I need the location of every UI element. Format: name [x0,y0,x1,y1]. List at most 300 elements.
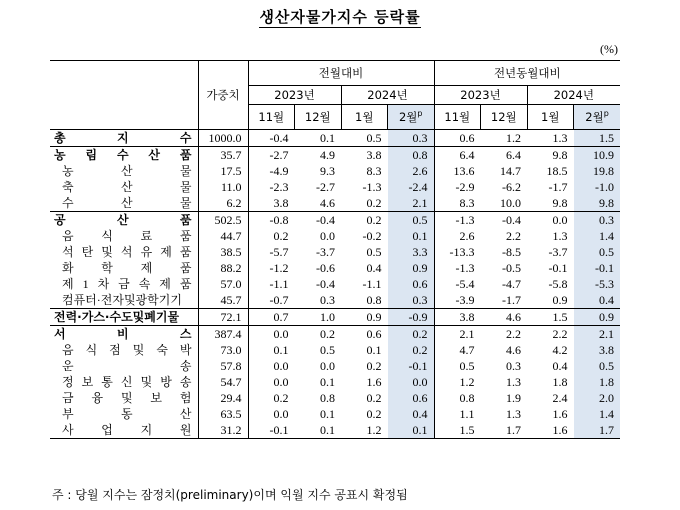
value-cell: 0.6 [388,390,435,406]
value-cell: -1.2 [248,260,295,276]
row-label [50,342,198,358]
row-label [50,309,198,326]
label-glyph: 차 [97,277,110,291]
value-cell: 4.6 [320,196,335,210]
value-cell: 0.4 [366,261,382,275]
label-glyph: 품 [179,277,192,291]
value-cell: 8.3 [434,195,481,212]
value-cell: 3.8 [248,195,295,212]
value-cell: 0.3 [388,130,435,147]
value-cell: 0.1 [366,343,382,357]
value-cell: 0.4 [388,406,435,422]
table-row [50,228,620,244]
label-glyph: 숙 [156,343,168,357]
value-cell: 1.4 [574,406,621,422]
value-cell: 0.0 [248,358,295,374]
label-glyph: 수 [62,196,74,210]
table-row [50,260,620,276]
header-weight: 가중치 [198,61,248,130]
label-glyph: 산 [116,213,129,227]
label-glyph: 원 [179,423,192,437]
row-label-text [62,244,198,260]
label-glyph: 금 [62,391,74,405]
value-cell: 1.0 [295,309,342,326]
label-glyph: 제 [159,277,171,291]
value-cell: 0.2 [248,228,295,244]
row-label [50,422,198,439]
value-cell: 1.8 [574,374,621,390]
label-glyph: 식 [101,229,113,243]
label-glyph: 산 [179,407,192,421]
weight-cell: 17.5 [198,163,248,179]
table-row [50,342,620,358]
label-glyph: 속 [138,277,151,291]
label-glyph: 사 [62,423,74,437]
value-cell: 0.6 [341,326,388,343]
label-glyph: 서 [54,327,66,341]
row-label [50,276,198,292]
value-cell: 0.3 [320,293,335,307]
weight-cell: 29.4 [198,390,248,406]
value-cell: 0.1 [320,407,335,421]
value-cell: 1.5 [434,422,481,439]
row-label-text [62,374,198,390]
label-glyph: 비 [116,327,129,341]
row-label-text [62,195,198,211]
value-cell: -0.2 [362,229,382,243]
row-label-text [62,358,198,374]
row-label-text [62,342,198,358]
value-cell: 0.2 [366,407,382,421]
label-glyph: 음 [62,229,74,243]
value-cell: 0.0 [248,326,295,343]
value-cell: -1.3 [434,212,481,229]
label-glyph: 박 [179,343,192,357]
value-cell: 1.7 [481,422,528,439]
value-cell: -0.1 [574,260,621,276]
table-row [50,147,620,164]
table-row [50,374,620,390]
value-cell: 2.6 [388,163,435,179]
value-cell: 10.0 [500,196,521,210]
value-cell: 0.1 [295,130,342,147]
value-cell: 0.3 [388,292,435,309]
row-label-text [62,390,198,406]
table-row [50,163,620,179]
label-glyph: 물 [179,180,192,194]
row-label-text [62,422,198,438]
value-cell: 1.3 [527,130,574,147]
value-cell: 2.2 [481,326,528,343]
unit-label: (%) [600,42,618,56]
table-row [50,358,620,374]
value-cell: -3.7 [316,245,335,259]
row-label [50,244,198,260]
value-cell: 0.6 [434,130,481,147]
label-glyph: 제 [140,261,153,275]
value-cell: 0.2 [388,326,435,343]
footnote: 주 : 당월 지수는 잠정치(preliminary)이며 익월 지수 공표시 확정됨 [52,488,408,502]
value-cell: 19.8 [574,163,621,179]
value-cell: 0.4 [552,359,568,373]
label-glyph: 산 [148,148,160,162]
table-row [50,130,620,147]
value-cell: -1.7 [502,293,521,307]
value-cell: -5.3 [574,276,621,292]
value-cell: 0.1 [295,422,342,439]
weight-cell: 35.7 [198,147,248,164]
weight-cell: 57.8 [198,358,248,374]
value-cell: 0.2 [248,390,295,406]
table-row [50,276,620,292]
label-glyph: 통 [101,375,113,389]
label-glyph: 학 [101,261,113,275]
ppi-table [50,60,620,439]
row-label-text [62,179,198,195]
header-yoy-nov: 11월 [434,105,481,130]
row-label [50,179,198,195]
header-yoy-2023: 2023년 [434,86,527,105]
value-cell: 2.2 [527,326,574,343]
value-cell: 0.2 [366,196,382,210]
weight-cell: 11.0 [198,179,248,195]
row-label-text [54,326,198,342]
value-cell: -8.5 [502,245,521,259]
value-cell: 4.6 [506,343,521,357]
label-glyph: 점 [109,343,121,357]
value-cell: 2.1 [434,326,481,343]
label-glyph: 보 [81,375,94,389]
value-cell: -6.2 [502,180,521,194]
label-glyph: 료 [140,229,153,243]
value-cell: 0.2 [341,212,388,229]
value-cell: 0.8 [320,391,335,405]
value-cell: 1.2 [341,422,388,439]
header-yoy-feb: 2월$^p$ [574,105,621,130]
header-mom-dec: 12월 [295,105,342,130]
value-cell: 3.8 [341,147,388,164]
header-category [50,61,198,130]
label-glyph: 보 [150,391,162,405]
label-glyph: 부 [62,407,74,421]
table-row [50,326,620,343]
label-glyph: 업 [101,423,113,437]
label-glyph: 송 [179,359,192,373]
label-glyph: 및 [132,343,145,357]
value-cell: 0.9 [341,309,388,326]
value-cell: 0.9 [552,293,568,307]
value-cell: 2.6 [434,228,481,244]
row-label-text: 컴퓨터·전자및광학기기 [62,293,182,307]
row-label-text [54,130,198,146]
value-cell: 3.3 [388,244,435,260]
value-cell: -1.3 [434,260,481,276]
value-cell: 8.3 [366,164,382,178]
label-glyph: 및 [101,245,113,259]
value-cell: 14.7 [500,164,521,178]
value-cell: 4.7 [434,342,481,358]
row-label [50,195,198,212]
row-label [50,130,198,147]
header-yoy-2024: 2024년 [527,86,620,105]
label-glyph: 유 [140,245,153,259]
label-glyph: 및 [120,391,133,405]
value-cell: -3.9 [434,292,481,309]
value-cell: 9.3 [320,164,335,178]
value-cell: 18.5 [546,164,568,178]
value-cell: 9.8 [574,195,621,212]
value-cell: 2.4 [552,391,568,405]
weight-cell: 73.0 [198,342,248,358]
value-cell: 1.2 [434,374,481,390]
row-label [50,326,198,343]
label-glyph: 농 [62,164,74,178]
value-cell: 1.6 [366,375,382,389]
value-cell: 6.4 [434,147,481,164]
value-cell: 0.3 [574,212,621,229]
value-cell: -2.7 [316,180,335,194]
value-cell: 1.3 [552,229,568,243]
value-cell: 1.2 [481,130,528,147]
label-glyph: 품 [179,213,192,227]
value-cell: 1.3 [506,375,521,389]
value-cell: 0.5 [388,212,435,229]
value-cell: -0.4 [481,212,528,229]
value-cell: 10.9 [574,147,621,164]
header-yoy-dec: 12월 [481,105,528,130]
row-label [50,260,198,276]
value-cell: 2.0 [574,390,621,406]
label-glyph: 지 [116,131,129,145]
table-row [50,244,620,260]
header-yoy-jan: 1월 [527,105,574,130]
value-cell: 0.0 [527,212,574,229]
weight-cell: 54.7 [198,374,248,390]
label-glyph: 동 [120,407,133,421]
label-glyph: 산 [120,180,133,194]
label-glyph: 품 [179,148,192,162]
value-cell: -2.9 [434,179,481,195]
value-cell: 0.2 [366,359,382,373]
value-cell: 6.4 [481,147,528,164]
value-cell: 1.9 [506,391,521,405]
table-row [50,212,620,229]
value-cell: 0.5 [366,245,382,259]
row-label-text [62,260,198,276]
weight-cell: 1000.0 [198,130,248,147]
row-label-text [62,228,198,244]
value-cell: 0.5 [434,358,481,374]
value-cell: 0.8 [434,390,481,406]
label-glyph: 식 [85,343,98,357]
value-cell: 1.7 [574,422,621,439]
value-cell: 0.5 [574,358,621,374]
row-label-text [62,163,198,179]
value-cell: -5.4 [434,276,481,292]
row-label [50,147,198,164]
label-glyph: 화 [62,261,74,275]
row-label [50,228,198,244]
weight-cell: 6.2 [198,195,248,212]
value-cell: 1.4 [574,228,621,244]
label-glyph: 림 [85,148,98,162]
header-mom-jan: 1월 [341,105,388,130]
value-cell: 0.9 [574,309,621,326]
table-row [50,309,620,326]
value-cell: 0.2 [388,342,435,358]
value-cell: -4.9 [248,163,295,179]
label-glyph: 음 [62,343,74,357]
value-cell: 9.8 [527,147,574,164]
label-glyph: 정 [62,375,74,389]
row-label [50,406,198,422]
label-glyph: 지 [140,423,153,437]
value-cell: 2.1 [574,326,621,343]
table-row [50,422,620,439]
label-glyph: 산 [120,164,133,178]
value-cell: 0.0 [320,359,335,373]
label-glyph: 물 [179,164,192,178]
value-cell: -1.1 [362,277,382,291]
value-cell: 2.1 [388,195,435,212]
value-cell: 4.6 [481,309,528,326]
value-cell: -3.7 [548,245,568,259]
value-cell: 0.0 [320,229,335,243]
label-glyph: 총 [54,131,66,145]
label-glyph: 융 [91,391,104,405]
label-glyph: 및 [140,375,153,389]
row-label [50,374,198,390]
row-label-text [54,212,198,228]
weight-cell: 57.0 [198,276,248,292]
weight-cell: 44.7 [198,228,248,244]
label-glyph: 석 [62,245,74,259]
value-cell: 0.6 [388,276,435,292]
value-cell: -13.3 [434,244,481,260]
weight-cell: 31.2 [198,422,248,439]
label-glyph: 수 [179,131,192,145]
label-glyph: 석 [120,245,133,259]
value-cell: -0.8 [248,212,295,229]
page-title: 생산자물가지수 등락률 [259,8,421,26]
value-cell: 0.0 [388,374,435,390]
value-cell: 0.1 [388,422,435,439]
weight-cell: 387.4 [198,326,248,343]
value-cell: 1.6 [552,407,568,421]
label-glyph: 수 [116,148,129,162]
label-glyph: 품 [179,261,192,275]
label-glyph: 방 [160,375,172,389]
row-label-text [54,147,198,163]
weight-cell: 88.2 [198,260,248,276]
value-cell: -0.1 [388,358,435,374]
header-mom-feb: 2월$^p$ [388,105,435,130]
row-label [50,163,198,179]
value-cell: 0.5 [320,343,335,357]
header-mom: 전월대비 [248,61,434,86]
weight-cell: 63.5 [198,406,248,422]
table-row [50,195,620,212]
label-glyph: 농 [54,148,66,162]
label-glyph: 품 [179,245,192,259]
value-cell: 0.1 [320,375,335,389]
value-cell: 0.9 [388,260,435,276]
value-cell: -0.9 [388,309,435,326]
value-cell: -2.7 [248,147,295,164]
weight-cell: 38.5 [198,244,248,260]
value-cell: 0.4 [574,292,621,309]
value-cell: 2.2 [506,229,521,243]
value-cell: 1.6 [527,422,574,439]
label-glyph: 탄 [81,245,94,259]
value-cell: 0.5 [574,244,621,260]
value-cell: 13.6 [434,163,481,179]
value-cell: 1.5 [574,130,621,147]
label-glyph: 험 [179,391,192,405]
value-cell: 9.8 [552,196,568,210]
value-cell: 0.0 [248,374,295,390]
value-cell: -2.3 [248,179,295,195]
header-mom-2024: 2024년 [341,86,434,105]
row-label-text [62,276,198,292]
label-glyph: 송 [179,375,192,389]
value-cell: -0.5 [502,261,521,275]
row-label [50,358,198,374]
value-cell: 1.5 [527,309,574,326]
header-yoy: 전년동월대비 [434,61,620,86]
label-glyph: 스 [179,327,192,341]
table-row [50,179,620,195]
label-glyph: 물 [179,196,192,210]
label-glyph: 운 [62,359,74,373]
weight-cell: 72.1 [198,309,248,326]
label-glyph: 신 [120,375,133,389]
value-cell: -0.1 [248,422,295,439]
header-mom-nov: 11월 [248,105,295,130]
value-cell: -1.3 [362,180,382,194]
label-glyph: 제 [160,245,172,259]
label-glyph: 품 [179,229,192,243]
value-cell: 0.8 [388,147,435,164]
value-cell: 0.7 [248,309,295,326]
value-cell: 0.1 [248,342,295,358]
weight-cell: 502.5 [198,212,248,229]
table-row [50,390,620,406]
value-cell: -0.4 [316,277,335,291]
value-cell: 0.3 [506,359,521,373]
label-glyph: 1 [82,277,89,291]
value-cell: 4.9 [295,147,342,164]
value-cell: 3.8 [574,342,621,358]
value-cell: -0.6 [316,261,335,275]
value-cell: 0.1 [388,228,435,244]
row-label [50,292,198,309]
value-cell: -0.4 [248,130,295,147]
value-cell: -0.4 [295,212,342,229]
value-cell: -1.0 [574,179,621,195]
value-cell: 0.2 [366,391,382,405]
value-cell: -0.1 [548,261,568,275]
value-cell: -5.8 [548,277,568,291]
table-row [50,406,620,422]
label-glyph: 산 [120,196,133,210]
value-cell: 0.2 [295,326,342,343]
label-glyph: 축 [62,180,74,194]
value-cell: 0.8 [366,293,382,307]
row-label-text: 전력·가스·수도및폐기물 [54,310,180,324]
table-row [50,292,620,309]
value-cell: -4.7 [502,277,521,291]
